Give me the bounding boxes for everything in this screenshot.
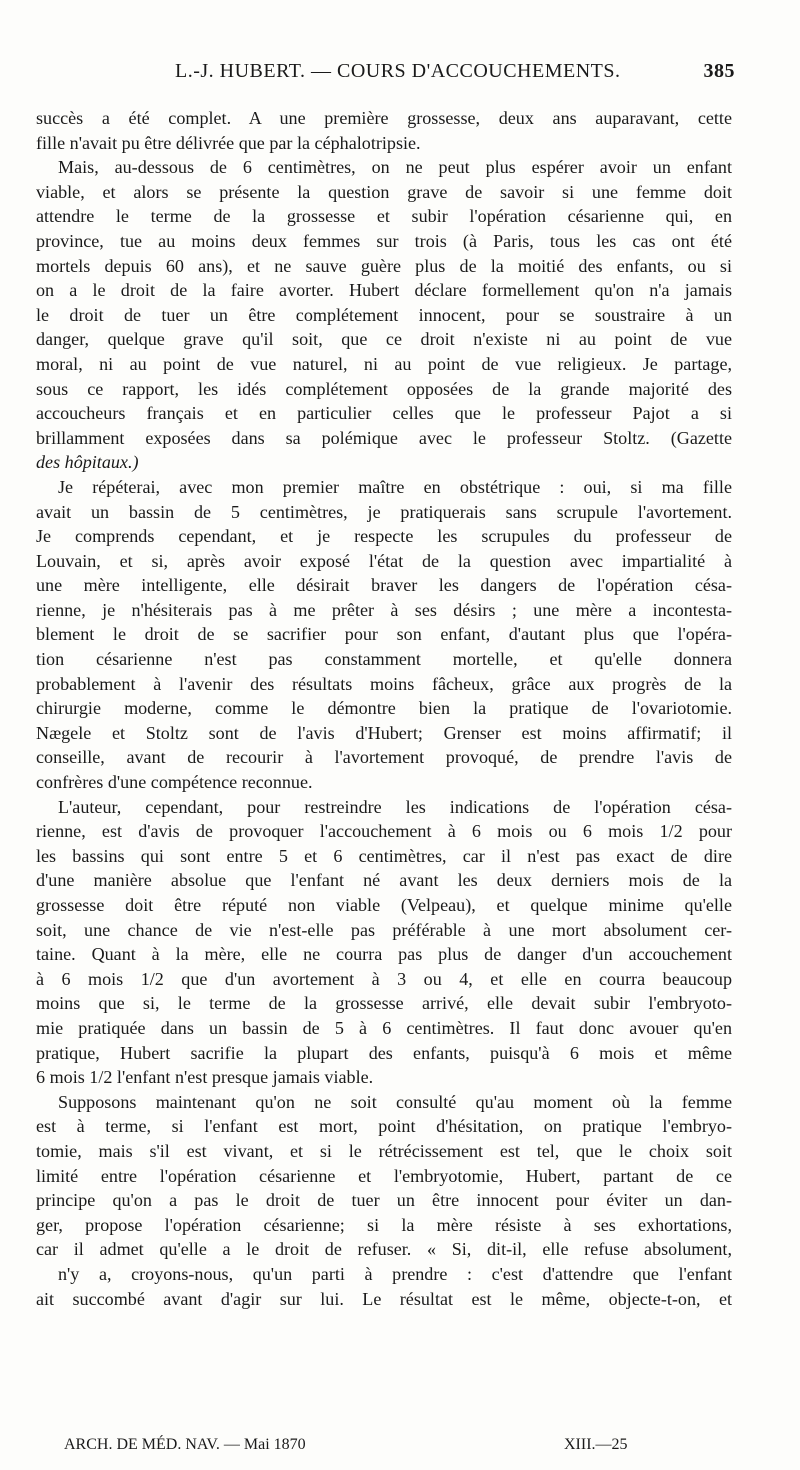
running-head <box>175 60 735 88</box>
footer-journal-reference: ARCH. DE MÉD. NAV. — Mai 1870 <box>64 1436 306 1453</box>
text-line: brillamment exposées dans sa polémique avec le professeur Stoltz. (Gazette <box>36 427 732 448</box>
text-line: Je répéterai, avec mon premier maître en obstétrique : oui, si ma fille <box>58 476 732 497</box>
text-line: attendre le terme de la grossesse et subir l'opération césarienne qui, en <box>36 206 732 227</box>
text-line: viable, et alors se présente la question grave de savoir si une femme doit <box>36 181 732 202</box>
text-line: chirurgie moderne, comme le démontre bien la pratique de l'ovariotomie. <box>36 698 732 719</box>
text-line: taine. Quant à la mère, elle ne courra pas plus de danger d'un accouchement <box>36 944 732 965</box>
text-line: avait un bassin de 5 centimètres, je pratiquerais sans scrupule l'avortement. <box>36 501 732 522</box>
text-line: ger, propose l'opération césarienne; si la mère résiste à ses exhortations, <box>36 1214 732 1235</box>
text-line: 6 mois 1/2 l'enfant n'est presque jamais viable. <box>36 1067 374 1088</box>
text-line: moral, ni au point de vue naturel, ni au point de vue religieux. Je partage, <box>36 353 732 374</box>
text-line: rienne, est d'avis de provoquer l'accouchement à 6 mois ou 6 mois 1/2 pour <box>36 821 732 842</box>
text-line: conseille, avant de recourir à l'avortement provoqué, de prendre l'avis de <box>36 747 732 768</box>
text-line: tomie, mais s'il est vivant, et si le rétrécissement est tel, que le choix soit <box>36 1140 732 1161</box>
text-line: mie pratiquée dans un bassin de 5 à 6 centimètres. Il faut donc avouer qu'en <box>36 1017 732 1038</box>
text-line: moins que si, le terme de la grossesse arrivé, elle devait subir l'embryoto- <box>36 993 732 1014</box>
footer-signature-mark: XIII.—25 <box>564 1436 628 1453</box>
text-line: probablement à l'avenir des résultats moins fâcheux, grâce aux progrès de la <box>36 673 732 694</box>
text-line: fille n'avait pu être délivrée que par la céphalotripsie. <box>36 132 421 153</box>
text-line: accoucheurs français et en particulier celles que le professeur Pajot a si <box>36 403 732 424</box>
page-footer <box>64 1436 710 1462</box>
text-line: province, tue au moins deux femmes sur trois (à Paris, tous les cas ont été <box>36 230 732 251</box>
text-line: Nægele et Stoltz sont de l'avis d'Hubert; Grenser est moins affirmatif; il <box>36 722 732 743</box>
page-number: 385 <box>703 60 735 82</box>
text-line: Je comprends cependant, et je respecte les scrupules du professeur de <box>36 526 732 547</box>
text-line: car il admet qu'elle a le droit de refuser. « Si, dit-il, elle refuse absolument, <box>36 1239 732 1260</box>
text-line: une mère intelligente, elle désirait braver les dangers de l'opération césa- <box>36 575 732 596</box>
text-line: grossesse doit être réputé non viable (Velpeau), et quelque minime qu'elle <box>36 895 732 915</box>
text-line: mortels depuis 60 ans), et ne sauve guère plus de la moitié des enfants, ou si <box>36 255 732 276</box>
text-line: les bassins qui sont entre 5 et 6 centimètres, car il n'est pas exact de dire <box>36 845 732 866</box>
text-line: on a le droit de la faire avorter. Hubert déclare formellement qu'on n'a jamais <box>36 280 732 301</box>
text-line: ait succombé avant d'agir sur lui. Le résultat est le même, objecte-t-on, et <box>36 1288 732 1309</box>
text-line: le droit de tuer un être complétement innocent, pour se soustraire à un <box>36 304 732 325</box>
text-line: rienne, je n'hésiterais pas à me prêter à ses désirs ; une mère a incontesta- <box>36 599 732 620</box>
text-line: à 6 mois 1/2 que d'un avortement à 3 ou 4, et elle en courra beaucoup <box>36 968 732 989</box>
text-line: n'y a, croyons-nous, qu'un parti à prendre : c'est d'attendre que l'enfant <box>58 1263 732 1284</box>
text-line: Supposons maintenant qu'on ne soit consulté qu'au moment où la femme <box>58 1091 732 1112</box>
text-line: soit, une chance de vie n'est-elle pas préférable à une mort absolument cer- <box>36 919 732 940</box>
text-line: d'une manière absolue que l'enfant né avant les deux derniers mois de la <box>36 870 732 891</box>
text-line: tion césarienne n'est pas constamment mortelle, et qu'elle donnera <box>36 649 732 670</box>
text-line: danger, quelque grave qu'il soit, que ce droit n'existe ni au point de vue <box>36 329 732 350</box>
text-line: Mais, au-dessous de 6 centimètres, on ne peut plus espérer avoir un enfant <box>58 157 732 178</box>
text-line: L'auteur, cependant, pour restreindre les indications de l'opération césa- <box>58 796 732 817</box>
text-line: principe qu'on a pas le droit de tuer un être innocent pour éviter un dan- <box>36 1190 732 1211</box>
text-line: succès a été complet. A une première grossesse, deux ans auparavant, cette <box>36 108 732 128</box>
text-line: des hôpitaux.) <box>36 452 139 473</box>
body-text <box>36 106 732 1311</box>
running-title: L.-J. HUBERT. — COURS D'ACCOUCHEMENTS. <box>175 60 621 82</box>
text-line: confrères d'une compétence reconnue. <box>36 772 313 793</box>
text-line: Louvain, et si, après avoir exposé l'état de la question avec impartialité à <box>36 550 732 571</box>
text-line: blement le droit de se sacrifier pour son enfant, d'autant plus que l'opéra- <box>36 624 732 645</box>
text-line: sous ce rapport, les idés complétement opposées de la grande majorité des <box>36 378 732 399</box>
text-line: limité entre l'opération césarienne et l'embryotomie, Hubert, partant de ce <box>36 1165 732 1186</box>
text-line: est à terme, si l'enfant est mort, point d'hésitation, on pratique l'embryo- <box>36 1116 732 1137</box>
text-line: pratique, Hubert sacrifie la plupart des enfants, puisqu'à 6 mois et même <box>36 1042 732 1063</box>
